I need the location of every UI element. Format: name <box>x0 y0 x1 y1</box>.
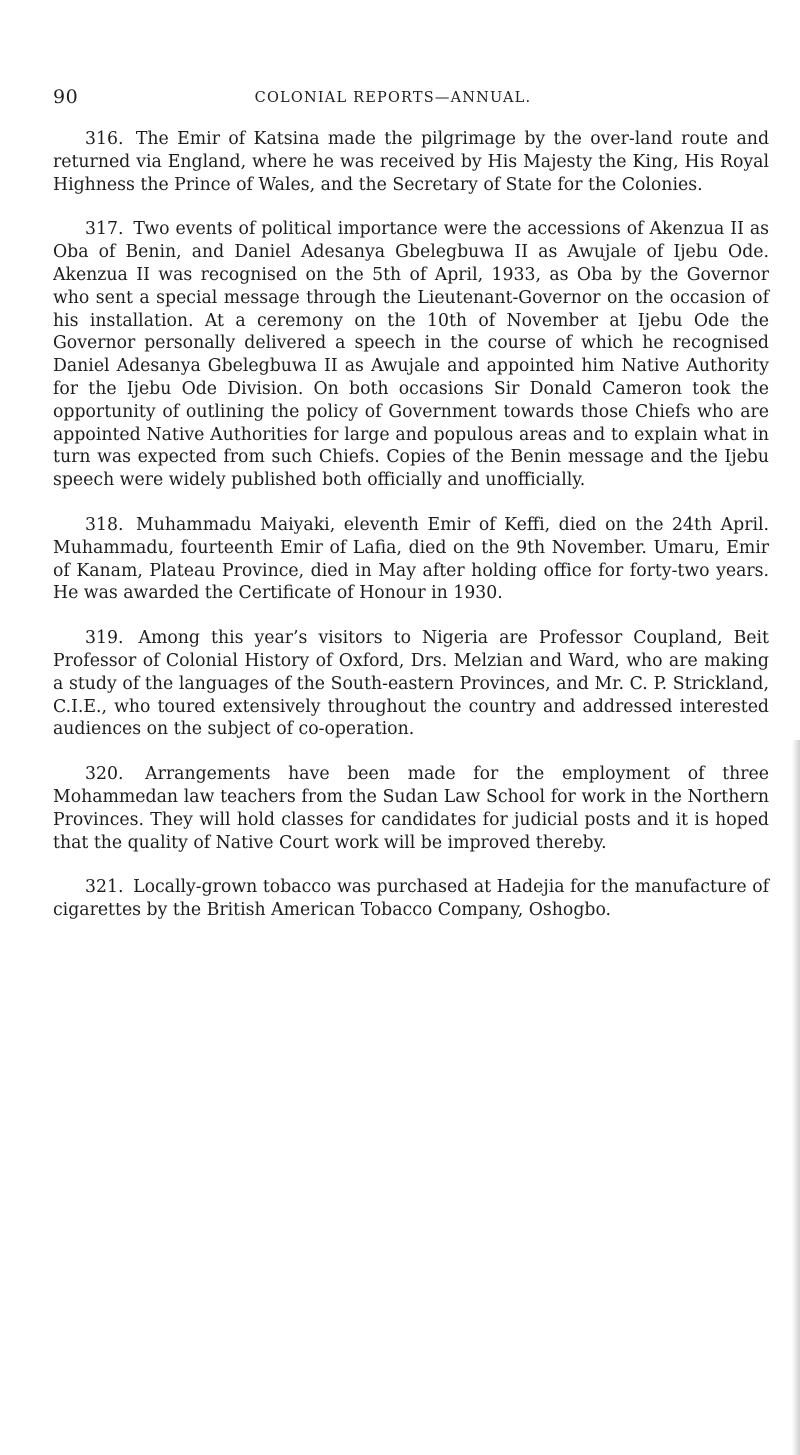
paragraph-text: The Emir of Katsina made the pilgrimage by the over-land route and returned via England, where he was received by His Majesty the King, His Royal Highness the Prince of Wales, and the Secretary of State for the Colonies. <box>53 129 770 195</box>
paragraph-number: 320. <box>85 764 124 785</box>
paragraph-318 <box>53 514 769 605</box>
body-text <box>53 128 769 944</box>
paragraph-text: Arrangements have been made for the employment of three Mohammedan law teachers from the Sudan Law School for work in the Northern Provinces. They will hold classes for candidates for judicial posts and it is hoped that the quality of Native Court work will be improved thereby. <box>53 764 769 853</box>
paragraph-text: Among this year’s visitors to Nigeria are Professor Coupland, Beit Professor of Colonial History of Oxford, Drs. Melzian and Ward, who are making a study of the languages of the South-eastern Provinces, and Mr. C. P. Strickland, C.I.E., who toured extensively throughout the country and addressed interested audiences on the subject of co-operation. <box>53 628 769 740</box>
page-edge-shadow <box>792 740 800 1455</box>
paragraph-number: 316. <box>85 129 124 149</box>
paragraph-number: 319. <box>85 628 124 649</box>
paragraph-316 <box>53 128 769 196</box>
paragraph-number: 318. <box>85 514 124 535</box>
paragraph-320 <box>53 763 769 854</box>
page-number: 90 <box>53 86 79 108</box>
paragraph-text: Two events of political importance were the accessions of Akenzua II as Oba of Benin, and Daniel Adesanya Gbelegbuwa II as Awujale of Ijebu Ode. Akenzua II was recognised on the 5th of April, 1933, as Oba by the Governor who sent a special message through the Lieutenant-Governor on the occasion of his installation. At a ceremony on the 10th of November at Ijebu Ode the Governor personally delivered a speech in the course of which he recognised Daniel Adesanya Gbelegbuwa II as Awujale and appointed him Native Authority for the Ijebu Ode Division. On both occasions Sir Donald Cameron took the opportunity of outlining the policy of Government towards those Chiefs who are appointed Native Authorities for large and populous areas and to explain what in turn was expected from such Chiefs. Copies of the Benin message and the Ijebu speech were widely published both officially and unofficially. <box>53 219 769 491</box>
paragraph-317 <box>53 218 769 492</box>
paragraph-text: Locally-grown tobacco was purchased at Hadejia for the manufacture of cigarettes by the British American Tobacco Company, Oshogbo. <box>53 877 769 921</box>
paragraph-319 <box>53 627 769 741</box>
paragraph-321 <box>53 876 769 922</box>
paragraph-number: 321. <box>85 877 124 898</box>
paragraph-number: 317. <box>85 219 124 240</box>
running-head: COLONIAL REPORTS—ANNUAL. <box>254 90 532 106</box>
paragraph-text: Muhammadu Maiyaki, eleventh Emir of Keffi, died on the 24th April. Muhammadu, fourteenth Emir of Lafia, died on the 9th November. Umaru, Emir of Kanam, Plateau Province, died in May after holding office for forty-two years. He was awarded the Certificate of Honour in 1930. <box>53 514 770 604</box>
